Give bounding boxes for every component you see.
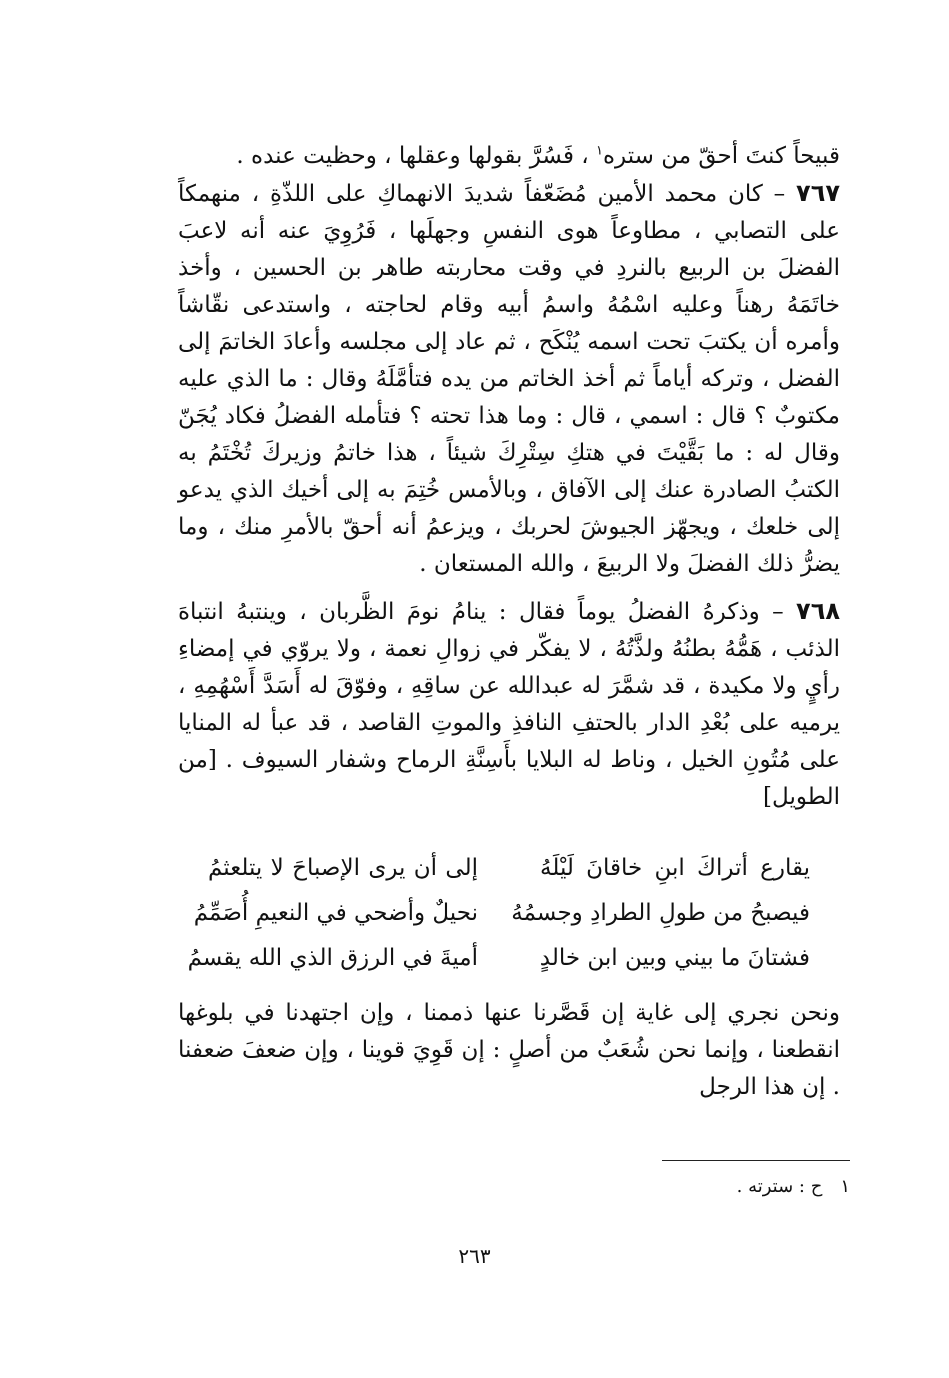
footnote-number: ١: [840, 1176, 850, 1197]
closing-paragraph: ونحن نجري إلى غاية إن قَصَّرنا عنها ذممنا ، وإن اجتهدنا في بلوغها انقطعنا ، وإنما نحن شُعَبٌ من أصلٍ : إن قَوِيَ قوينا ، وإن ضعفَ ضعفنا . إن هذا الرجل: [178, 1000, 840, 1100]
poem-verse: [178, 936, 840, 981]
verse-first-hemistich: يقارع أتراكَ ابنِ خاقانَ لَيْلَهُ: [540, 855, 810, 881]
poem-verse: [178, 891, 840, 936]
paragraph-number-768: ٧٦٨: [796, 597, 840, 625]
poem-verse: [178, 846, 840, 891]
paragraph-768: [178, 593, 840, 816]
footnote: [560, 1176, 850, 1197]
intro-end-text: ، فَسُرَّ بقولها وعقلها ، وحظيت عنده .: [236, 143, 596, 169]
footnote-divider: [662, 1160, 850, 1161]
paragraph-767-text: – كان محمد الأمين مُضَعّفاً شديدَ الانهماكِ على اللذّةِ ، منهمكاً على التصابي ، مطاوعاً هوى النفسِ وجهلَها ، فَرُوِيَ عنه أنه لاعبَ الفضلَ بن الربيع بالنردِ في وقت محاربته طاهر بن الحسين ، وأخذ خاتَمَهُ رهناً وعليه اسْمُهُ واسمُ أبيه وقام لحاجته ، واستدعى نقّاشاً وأمره أن يكتبَ تحت اسمه يُنْكَح ، ثم عاد إلى مجلسه وأعادَ الخاتمَ إلى الفضل ، وتركه أياماً ثم أخذ الخاتم من يده فتأمَّلَهُ وقال : ما الذي عليه مكتوبٌ ؟ قال : اسمي ، قال : وما هذا تحته ؟ فتأمله الفضلُ فكاد يُجَنّ وقال له : ما بَقَّيْتَ في هتكِ سِتْرِكَ شيئاً ، هذا خاتمُ وزيركَ تُخْتَمُ به الكتبُ الصادرة عنك إلى الآفاق ، وبالأمس خُتِمَ به إلى أخيك الذي يدعو إلى خلعك ، ويجهّز الجيوشَ لحربك ، ويزعمُ أنه أحقّ بالأمرِ منك ، وما يضرُّ ذلك الفضلَ ولا الربيعَ ، والله المستعان .: [178, 181, 840, 577]
page-number: ٢٦٣: [458, 1244, 491, 1268]
paragraph-768-text: – وذكرهُ الفضلُ يوماً فقال : ينامُ نومَ الظَّربان ، وينتبهُ انتباهَ الذئب ، هَمُّهُ بطنُهُ ولذَّتُهُ ، لا يفكّر في زوالِ نعمة ، ولا يروّي في إمضاءِ رأيٍ ولا مكيدة ، قد شمَّرَ له عبدالله عن ساقِهِ ، وفوّقَ له أَسَدَّ أَسْهُمِهِ ، يرميه على بُعْدِ الدار بالحتفِ النافذِ والموتِ القاصد ، قد عبأ له المنايا على مُتُونِ الخيل ، وناط له البلايا بأَسِنَّةِ الرماح وشفار السيوف . [من الطويل]: [178, 599, 840, 810]
verse-second-hemistich: نحيلٌ وأضحي في النعيمِ أُصَمِّمُ: [193, 900, 478, 926]
paragraph-number-767: ٧٦٧: [796, 179, 840, 207]
verse-first-hemistich: فشتانَ ما بيني وبين ابن خالدٍ: [539, 945, 810, 971]
paragraph-767: [178, 175, 840, 583]
intro-text: قبيحاً كنتَ أحقّ من ستره: [602, 143, 840, 169]
verse-second-hemistich: أميةَ في الرزق الذي الله يقسمُ: [187, 945, 478, 971]
footnote-marker: ١: [595, 143, 603, 159]
main-text: [178, 138, 840, 1106]
footnote-text: ح : سترته .: [736, 1176, 823, 1197]
verse-first-hemistich: فيصبحُ من طولِ الطرادِ وجسمُهُ: [511, 900, 810, 926]
intro-paragraph: [178, 138, 840, 175]
verse-second-hemistich: إلى أن يرى الإصباحَ لا يتلعثمُ: [208, 855, 478, 881]
poem: [178, 846, 840, 981]
